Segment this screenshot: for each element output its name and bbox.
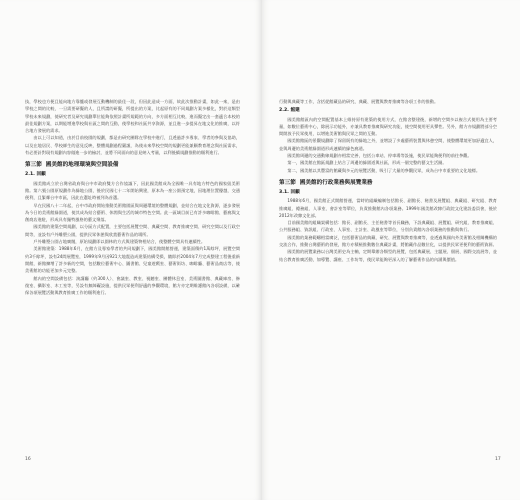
left-paragraph: 國美館的建築空間規劃，以分區方式配置，主要包括展覽空間、典藏空間、教育推廣空間、研究空間以及行政空間等，並設有戶外雕塑公園，提供民眾休憩與欣賞藝術作品的場所。 [25, 224, 240, 237]
section-number: 第三節 [279, 179, 296, 186]
right-paragraph: 第一，國美館在館區規劃上結合了周邊的綠園道與社區，形成一個完整的藝文生活圈。 [287, 160, 447, 166]
page-number: 17 [495, 457, 501, 462]
subsection-heading: 2.1. 回顧 [25, 172, 46, 178]
right-paragraph: 行動與典藏等工作，含括從館藏品的研究、典藏、展覽與教育推廣等各項工作的推動。 [279, 99, 439, 104]
left-text-column [25, 98, 240, 296]
left-paragraph: 早在民國八十二年起，台中市政府開始推動美術館園區與周邊環境的整體規劃，並結合在地文化資源，逐步發展為今日的美術館綠園道，使其成為結合藝術、休閒與生活的城市特色空間。此一區域目前已有許多咖啡館、藝廊與文創商店進駐，形成具有獨特風格的藝文聚落。 [25, 202, 240, 223]
left-paragraph: 技，學校也方便且能向地方靠攏或發展互動機制的最佳一段，但因此造成一方面，故此次推動計畫，如此一來，是由學校之間的比較，一旦需要研擬的人，且所謂的研擬，所提出的方案，比起原有的不同規劃方案多樣化，對於這類型學校未來規劃，使研究者及研究規劃單位能夠依照計畫所規範的方向，多方面相互比較，進而擬定出一套適合本校的最佳規劃方案，以期能增進學校與社區之間的互動，使學校和社區共享資源，並且進一步提昇在地文化的推廣，以符合地方發展的需求。 [25, 99, 240, 134]
left-paragraph: 館內的空間設備包括：演講廳（約300人）、會議室、教室、視聽室、團體休息室、美術圖書館、典藏庫房、修復室、攝影室、木工室等，另設有無障礙設施，提供民眾便利舒適的參觀環境，館方亦定期維護館內各項設備，以確保各項展覽活動與教育推廣工作的順利進行。 [25, 275, 240, 296]
right-paragraph: 1988年6月，國美館正式開館營運，當時的組織編制包括館長、副館長、秘書及展覽組、典藏組、研究組、教育推廣組、總務組、人事室、會計室等單位，負責推動館內各項業務。1999年國美館改隸行政院文化建設委員會，後於2012年改隸文化部。 [279, 198, 497, 218]
right-paragraph: 國美館的業務範疇相當廣泛，包括藝術品的典藏、研究、展覽與教育推廣等，並透過與國內外美術館及相關機構的交流合作，推動台灣藝術的發展，館方亦積極推動數位典藏計畫，將館藏作品數位化，以提供民眾更便利的藝術資源。 [279, 234, 497, 248]
right-paragraph: 目前國美館的組織架構包括：館長、副館長、主任秘書等首長職務，下設典藏組、展覽組、研究組、教育推廣組、公共服務組、資訊組、行政室、人事室、主計室、政風室等單位，分別負責館內各項業務的推動與執行。 [279, 220, 497, 233]
right-paragraph: 第二，國美館以其豐富的館藏與多元的展覽活動，吸引了大量的參觀民眾，成為台中市重要的文化地標。 [287, 167, 481, 173]
right-paragraph: 國美館館區的景觀規劃除了保留既有的綠地之外，並增設了多處藝術裝置與休憩空間，使整體環境更加舒適宜人，並與周邊的美術館綠園道形成連續的綠色廊道。 [279, 138, 497, 151]
right-text-column [279, 98, 497, 263]
right-paragraph: 國美館館區內的空間配置基本上維持原有建築的使用方式，在館舍整建後，新增的空間多以複合式使用為主要考量，如數位藝術中心，除展示功能外，亦兼具教育推廣與研究功能，使空間使用更具彈性。另外，館方亦規劃將部分空間開放予民眾使用，以增進美術館與民眾之間的互動。 [279, 116, 497, 137]
left-section-heading [25, 161, 240, 169]
page-number: 16 [25, 457, 31, 462]
right-section-heading [279, 179, 497, 187]
left-paragraph: 由以上可以知道，由於目前校園的規劃，都是由研究團隊在學校中進行，且透過許多專家、學者的參與及協助，以及在地居民、學校師生的意見反映，整體規劃過程嚴謹，為使未來學校空間的規劃更能兼顧教育理念與社區需求，有必要針對現有規劃內容做進一步的檢討，並將不同面向的意見納入考量，以利後續規劃推動的順利進行。 [25, 135, 240, 156]
section-title: 國美館的地理環境與空間設備 [45, 162, 119, 169]
right-page [262, 0, 520, 500]
right-paragraph: 國美館的展覽業務以台灣美術史為主軸，定期舉辦各類型的展覽，包括典藏展、主題展、個展、國際交流展等，並結合教育推廣活動，如導覽、講座、工作坊等，使民眾能夠更深入的了解藝術作品的內涵與價值。 [279, 249, 497, 262]
section-number: 第三節 [25, 162, 42, 169]
right-paragraph: 國美館周邊的交通動線規劃亦相當完善，包括公車站、停車場等設施，使民眾能夠便利的前往參觀。 [287, 153, 472, 159]
left-paragraph: 國美館成立於台灣省政府與台中市政府雙方合作協議下，因此國美館成為全國唯一具有地方特色的國家級美術館。第六號公園原規劃作為綠地公園，後於民國七十二年開始興建，原本為一座公園預定地，因地理位置優越，交通便利，且緊鄰台中市區，因此在選址時被列為首選。 [25, 180, 240, 201]
left-paragraph: 戶外雕塑公園占地廣闊，原始規劃即以園林的方式與建築物相結合，使整體空間具有連續性。 [33, 239, 206, 245]
subsection-heading: 2.2. 館建 [279, 108, 300, 114]
left-paragraph: 美術館建築：1988年6月，在館方及專家學者的共同規劃下，國美館開館營運，建築面積約1萬餘坪，展覽空間約3千餘坪，設有24間展覽室，1999年9月因921大地震造成建築結構受損，隨即於2004年7月完成整建工程後重新開館，新館擴增了許多新的空間，包括數位藝術中心、圖書館、兒童遊戲室、藝術街坊、咖啡廳、藝術品商店等，使美術館的功能更加多元完整。 [25, 246, 240, 274]
section-title: 國美館的行政業務與展覽業務 [299, 179, 373, 186]
subsection-heading: 3.1. 回顧 [279, 189, 300, 195]
